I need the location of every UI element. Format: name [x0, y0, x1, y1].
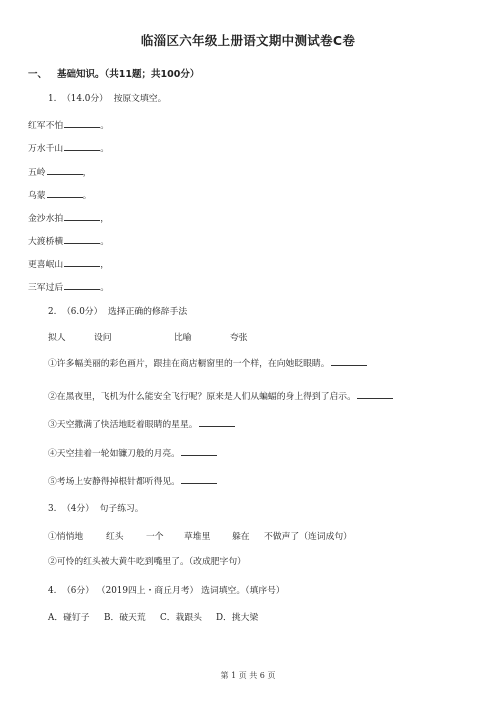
sentence-item: [48, 475, 217, 488]
word-chip: 一个: [146, 532, 164, 542]
option-c: C．栽跟头: [160, 613, 202, 623]
fill-item-text: 红军不怕: [28, 121, 64, 131]
option-d: D．挑大梁: [216, 613, 259, 623]
word-chip: 躲在: [232, 532, 250, 542]
sentence-item: [48, 447, 217, 460]
answer-blank: [181, 447, 217, 456]
answer-blank: [181, 475, 217, 484]
answer-blank: [199, 418, 235, 427]
sentence-text: ①许多幅美丽的彩色画片，跟挂在商店橱窗里的一个样，在向她眨眼睛。: [48, 359, 330, 369]
answer-blank: [64, 119, 100, 128]
word-chip: ①悄悄地: [48, 532, 84, 542]
sentence-item: [48, 418, 235, 431]
fill-item-punct: 。: [100, 121, 110, 131]
option-a: A．碰钉子: [48, 613, 90, 623]
fill-item-text: 三军过后: [28, 283, 64, 293]
question-score: （6分）: [62, 586, 94, 596]
fill-item-punct: ，: [100, 214, 110, 224]
fill-item-text: 大渡桥横: [28, 237, 64, 247]
section-label: 基础知识。（共11题；共100分）: [57, 69, 200, 80]
fill-item-punct: 。: [100, 237, 110, 247]
answer-blank: [47, 166, 83, 175]
word-chip: 草堆里: [184, 532, 211, 542]
question-number: 3.: [48, 504, 57, 514]
page-title: 临淄区六年级上册语文期中测试卷C卷: [140, 33, 356, 48]
question-score: （6.0分）: [62, 307, 103, 317]
question-score: （4分）: [62, 504, 94, 514]
fill-item-punct: ，: [82, 168, 92, 178]
rhetoric-options: [48, 333, 248, 344]
fill-item-punct: ，: [100, 260, 110, 270]
question-prompt: 选择正确的修辞手法: [107, 307, 188, 317]
sentence-text: ②在黑夜里，飞机为什么能安全飞行呢？原来是人们从蝙蝠的身上得到了启示。: [48, 392, 356, 402]
section-number: 一、: [28, 69, 48, 80]
option-hyperbole: 夸张: [230, 333, 248, 343]
answer-blank: [64, 281, 100, 290]
fill-item-punct: 。: [100, 283, 110, 293]
question-3-header: [48, 504, 144, 515]
answer-blank: [357, 390, 393, 399]
question-2-header: [48, 307, 187, 318]
page-footer: 第 1 页 共 6 页: [220, 671, 276, 680]
sentence-item: [48, 557, 246, 568]
fill-item: [28, 212, 109, 225]
sentence-text: ⑤考场上安静得掉根针都听得见。: [48, 477, 180, 487]
word-chip: 红头: [106, 532, 124, 542]
answer-blank: [64, 212, 100, 221]
option-personification: 拟人: [48, 333, 66, 343]
fill-item-text: 万水千山: [28, 144, 64, 154]
option-b: B．破天荒: [104, 613, 146, 623]
word-chip: 不做声了（连词成句）: [264, 532, 352, 542]
fill-item-text: 更喜岷山: [28, 260, 64, 270]
fill-item: [28, 235, 109, 248]
question-number: 4.: [48, 586, 57, 596]
fill-item: [28, 281, 109, 294]
option-rhetorical-question: 设问: [94, 333, 112, 343]
question-prompt: 选词填空。（填序号）: [201, 586, 285, 596]
answer-blank: [64, 235, 100, 244]
fill-item: [28, 119, 109, 132]
answer-blank: [64, 142, 100, 151]
fill-item: [28, 166, 91, 179]
answer-blank: [47, 189, 83, 198]
question-prompt: 按原文填空。: [113, 94, 167, 104]
fill-item-punct: 。: [100, 144, 110, 154]
question-4-header: [48, 586, 285, 597]
sentence-item: [48, 357, 367, 370]
fill-item: [28, 142, 109, 155]
sentence-text: ②可怜的红头被大黄牛吃到嘴里了。（改成肥字句）: [48, 557, 246, 567]
question-number: 1.: [48, 94, 57, 104]
fill-item-punct: 。: [82, 191, 92, 201]
fill-item: [28, 258, 109, 271]
question-source: （2019四上・商丘月考）: [96, 586, 199, 596]
question-1-header: [48, 94, 166, 105]
fill-item-text: 五岭: [28, 168, 46, 178]
section-heading: [28, 66, 199, 80]
sentence-item: [48, 390, 393, 403]
sentence-text: ④天空挂着一轮如镰刀般的月亮。: [48, 449, 180, 459]
sentence-text: ③天空撒满了快活地眨着眼睛的星星。: [48, 420, 198, 430]
word-options: [48, 613, 258, 624]
answer-blank: [64, 258, 100, 267]
fill-item-text: 乌蒙: [28, 191, 46, 201]
fill-item-text: 金沙水拍: [28, 214, 64, 224]
question-number: 2.: [48, 307, 57, 317]
answer-blank: [331, 357, 367, 366]
word-order-item: [48, 532, 352, 543]
fill-item: [28, 189, 91, 202]
option-metaphor: 比喻: [174, 333, 192, 343]
question-score: （14.0分）: [62, 94, 108, 104]
question-prompt: 句子练习。: [99, 504, 144, 514]
